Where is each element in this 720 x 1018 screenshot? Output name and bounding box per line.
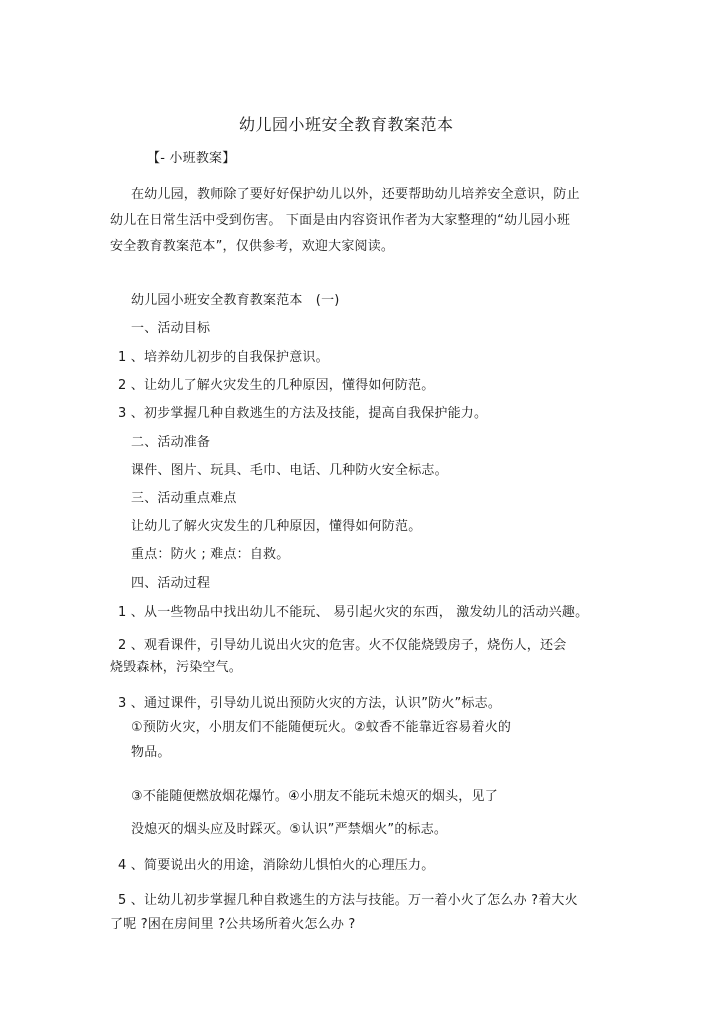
process-step-3-detail: ③不能随便燃放烟花爆竹。④小朋友不能玩未熄灭的烟头，见了 [131,789,498,804]
process-step-2-cont: 烧毁森林，污染空气。 [110,660,243,675]
goal-item: 1 、培养幼儿初步的自我保护意识。 [118,350,329,365]
prep-text: 课件、图片、玩具、毛巾、电话、几种防火安全标志。 [131,463,448,478]
intro-line-3: 安全教育教案范本”，仅供参考，欢迎大家阅读。 [110,239,395,254]
prep-heading: 二、活动准备 [131,435,211,450]
process-step-3-detail: 物品。 [131,745,171,760]
process-step-5: 5 、让幼儿初步掌握几种自救逃生的方法与技能。万一着小火了怎么办 ?着大火 [118,893,578,908]
intro-line-2: 幼儿在日常生活中受到伤害。 下面是由内容资讯作者为大家整理的“幼儿园小班 [110,213,571,228]
focus-text: 让幼儿了解火灾发生的几种原因，懂得如何防范。 [131,519,422,534]
process-heading: 四、活动过程 [131,576,211,591]
category-tag: 【- 小班教案】 [147,151,236,166]
process-step-3-detail: 没熄灭的烟头应及时踩灭。⑤认识”严禁烟火”的标志。 [131,822,448,837]
document-title: 幼儿园小班安全教育教案范本 [239,115,454,134]
process-step-5-cont: 了呢 ?困在房间里 ?公共场所着火怎么办 ? [110,917,356,932]
process-step-3: 3 、通过课件，引导幼儿说出预防火灾的方法，认识”防火”标志。 [118,696,502,711]
process-step-2: 2 、观看课件，引导幼儿说出火灾的危害。火不仅能烧毁房子，烧伤人，还会 [118,638,567,653]
goal-item: 3 、初步掌握几种自救逃生的方法及技能，提高自我保护能力。 [118,406,488,421]
goals-heading: 一、活动目标 [131,321,211,336]
process-step-1: 1 、从一些物品中找出幼儿不能玩、 易引起火灾的东西， 激发幼儿的活动兴趣。 [118,605,589,620]
process-step-4: 4 、简要说出火的用途，消除幼儿惧怕火的心理压力。 [118,858,435,873]
section-title: 幼儿园小班安全教育教案范本 (一) [131,293,340,308]
process-step-3-detail: ①预防火灾，小朋友们不能随便玩火。②蚊香不能靠近容易着火的 [131,720,512,735]
intro-line-1: 在幼儿园，教师除了要好好保护幼儿以外，还要帮助幼儿培养安全意识，防止 [131,187,580,202]
focus-points: 重点：防火 ; 难点：自救。 [131,547,290,562]
goal-item: 2 、让幼儿了解火灾发生的几种原因，懂得如何防范。 [118,378,435,393]
focus-heading: 三、活动重点难点 [131,491,237,506]
